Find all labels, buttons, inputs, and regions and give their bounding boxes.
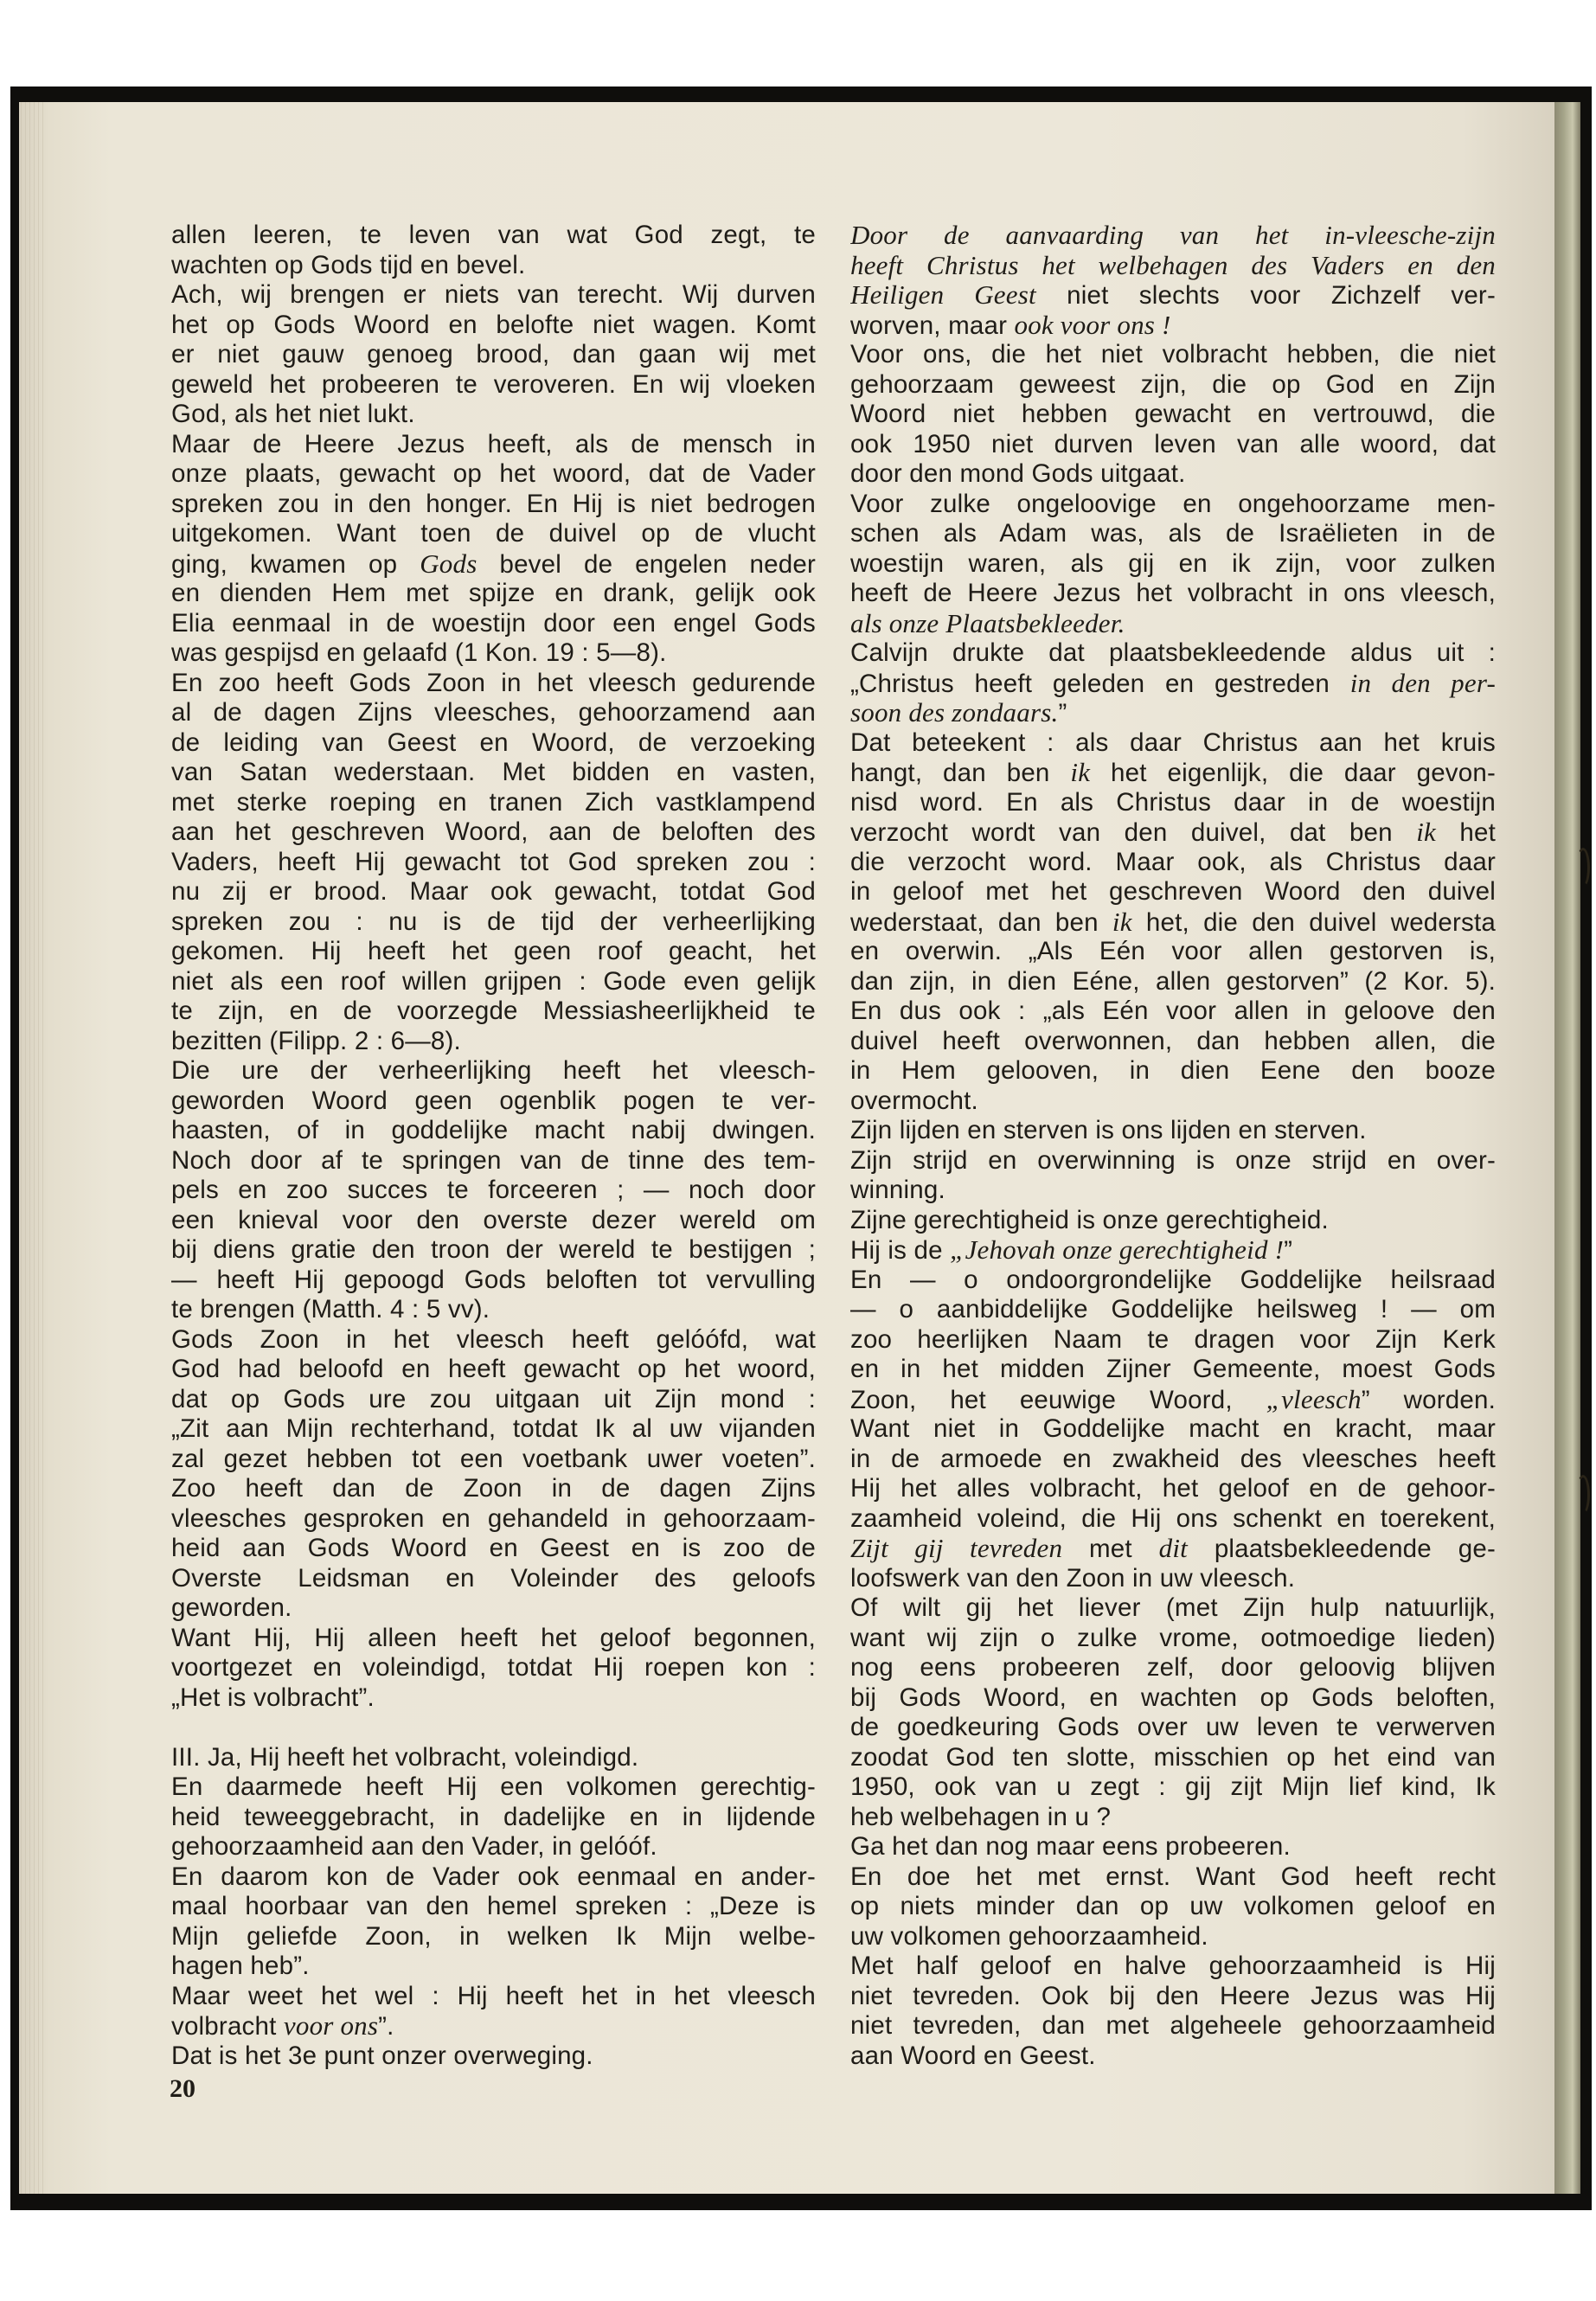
text-line: voortgezet en voleindigd, totdat Hij roepen kon : bbox=[171, 1653, 816, 1682]
text-line: en in het midden Zijner Gemeente, moest Gods bbox=[850, 1355, 1496, 1383]
text-line: gekomen. Hij heeft het geen roof geacht, het bbox=[171, 937, 816, 965]
text-line: Dat beteekent : als daar Christus aan het kruis bbox=[850, 727, 1496, 757]
text-line: Noch door af te springen van de tinne des tem- bbox=[171, 1145, 816, 1175]
text-line: woestijn waren, als gij en ik zijn, voor zulken bbox=[850, 548, 1496, 578]
text-line: de leiding van Geest en Woord, de verzoeking bbox=[171, 727, 816, 757]
text-line: een knieval voor den overste dezer wereld om bbox=[171, 1205, 816, 1234]
text-line: winning. bbox=[850, 1176, 945, 1204]
page-edge-stack bbox=[21, 102, 43, 2194]
text-line: zoo heerlijken Naam te dragen voor Zijn Kerk bbox=[850, 1324, 1496, 1354]
text-line: Ga het dan nog maar eens probeeren. bbox=[850, 1832, 1291, 1861]
text-line: Maar weet het wel : Hij heeft het in het vleesch bbox=[171, 1981, 816, 2010]
text-line: hangt, dan ben ik het eigenlijk, die daar gevon- bbox=[850, 758, 1496, 787]
text-line: en overwin. „Als Eén voor allen gestorven is, bbox=[850, 937, 1496, 965]
text-line: En zoo heeft Gods Zoon in het vleesch gedurende bbox=[171, 668, 816, 697]
text-line: gehoorzaam geweest zijn, die op God en Zijn bbox=[850, 369, 1496, 399]
text-line: 1950, ook van u zegt : gij zijt Mijn lief kind, Ik bbox=[850, 1772, 1496, 1801]
text-line: Gods Zoon in het vleesch heeft gelóófd, wat bbox=[171, 1324, 816, 1354]
text-line: was gespijsd en gelaafd (1 Kon. 19 : 5—8). bbox=[171, 638, 667, 667]
text-line: zoodat God ten slotte, misschien op het eind van bbox=[850, 1742, 1496, 1772]
text-line: duivel heeft overwonnen, dan hebben allen, die bbox=[850, 1026, 1496, 1055]
text-line: nu zij er brood. Maar ook gewacht, totdat God bbox=[171, 877, 816, 906]
text-line: Mijn geliefde Zoon, in welken Ik Mijn welbe- bbox=[171, 1921, 816, 1951]
text-line: En — o ondoorgrondelijke Goddelijke heilsraad bbox=[850, 1265, 1496, 1294]
text-line: gehoorzaamheid aan den Vader, in gelóóf. bbox=[171, 1832, 657, 1861]
text-line: nisd word. En als Christus daar in de woestijn bbox=[850, 787, 1496, 817]
text-line: Zijn lijden en sterven is ons lijden en sterven. bbox=[850, 1116, 1367, 1144]
text-line: Voor ons, die het niet volbracht hebben, die niet bbox=[850, 340, 1496, 369]
text-line: de goedkeuring Gods over uw leven te verwerven bbox=[850, 1713, 1496, 1741]
text-line: „Christus heeft geleden en gestreden in den per- bbox=[850, 668, 1496, 698]
text-line: En daarmede heeft Hij een volkomen gerechtig- bbox=[171, 1772, 816, 1801]
text-line: Overste Leidsman en Voleinder des geloofs bbox=[171, 1563, 816, 1593]
text-line: geworden. bbox=[171, 1593, 292, 1622]
text-line: onze plaats, gewacht op het woord, dat de Vader bbox=[171, 459, 816, 488]
text-line: — heeft Hij gepoogd Gods beloften tot vervulling bbox=[171, 1265, 816, 1294]
text-line bbox=[171, 1713, 816, 1743]
text-line: worven, maar ook voor ons ! bbox=[850, 310, 1171, 340]
text-line: Dat is het 3e punt onzer overweging. bbox=[171, 2041, 593, 2070]
text-line: heb welbehagen in u ? bbox=[850, 1802, 1112, 1831]
book-spine bbox=[1554, 102, 1580, 2194]
text-line: heeft de Heere Jezus het volbracht in ons vleesch, bbox=[850, 579, 1496, 607]
text-line: soon des zondaars.” bbox=[850, 698, 1067, 727]
right-text-column bbox=[850, 221, 1496, 2071]
text-line: die verzocht word. Maar ook, als Christus daar bbox=[850, 847, 1496, 876]
text-line: God had beloofd en heeft gewacht op het woord, bbox=[171, 1355, 816, 1383]
text-line: heid teweeggebracht, in dadelijke en in lijdende bbox=[171, 1802, 816, 1831]
text-line: Voor zulke ongeloovige en ongehoorzame men- bbox=[850, 489, 1496, 518]
text-line: vleesches gesproken en gehandeld in gehoorzaam- bbox=[171, 1503, 816, 1533]
text-line: pels en zoo succes te forceeren ; — noch door bbox=[171, 1176, 816, 1204]
text-line: bij Gods Woord, en wachten op Gods beloften, bbox=[850, 1682, 1496, 1712]
text-line: niet tevreden, dan met algeheele gehoorzaamheid bbox=[850, 2011, 1496, 2040]
text-line: door den mond Gods uitgaat. bbox=[850, 459, 1186, 488]
text-line: En dus ook : „als Eén voor allen in geloove den bbox=[850, 997, 1496, 1025]
text-line: Hij is de „Jehovah onze gerechtigheid !” bbox=[850, 1235, 1293, 1265]
text-line: maal hoorbaar van den hemel spreken : „Deze is bbox=[171, 1892, 816, 1920]
binding-clip-bottom bbox=[1576, 1475, 1590, 1515]
text-line: verzocht wordt van den duivel, dat ben ik het bbox=[850, 817, 1496, 847]
text-line: God, als het niet lukt. bbox=[171, 400, 415, 428]
text-line: Met half geloof en halve gehoorzaamheid is Hij bbox=[850, 1952, 1496, 1980]
text-line: en dienden Hem met spijze en drank, gelijk ook bbox=[171, 579, 816, 607]
text-line: Die ure der verheerlijking heeft het vleesch- bbox=[171, 1056, 816, 1085]
text-line: Zoo heeft dan de Zoon in de dagen Zijns bbox=[171, 1474, 816, 1503]
text-line: Vaders, heeft Hij gewacht tot God spreken zou : bbox=[171, 847, 816, 876]
text-line: spreken zou in den honger. En Hij is niet bedrogen bbox=[171, 489, 816, 518]
text-line: zal gezet hebben tot een voetbank uwer voeten”. bbox=[171, 1444, 816, 1473]
text-line: aan Woord en Geest. bbox=[850, 2041, 1096, 2070]
page-number: 20 bbox=[170, 2074, 195, 2103]
text-line: wederstaat, dan ben ik het, die den duivel wedersta bbox=[850, 907, 1496, 937]
text-line: te brengen (Matth. 4 : 5 vv). bbox=[171, 1295, 490, 1324]
text-line: haasten, of in goddelijke macht nabij dwingen. bbox=[171, 1116, 816, 1144]
text-line: — o aanbiddelijke Goddelijke heilsweg ! — om bbox=[850, 1295, 1496, 1324]
text-line: Calvijn drukte dat plaatsbekleedende aldus uit : bbox=[850, 638, 1496, 667]
text-line: met sterke roeping en tranen Zich vastklampend bbox=[171, 787, 816, 817]
text-line: En doe het met ernst. Want God heeft recht bbox=[850, 1862, 1496, 1891]
text-line: „Het is volbracht”. bbox=[171, 1682, 375, 1712]
text-line: Elia eenmaal in de woestijn door een engel Gods bbox=[171, 608, 816, 638]
text-line: niet als een roof willen grijpen : Gode even gelijk bbox=[171, 966, 816, 996]
text-line: geweld het probeeren te veroveren. En wij vloeken bbox=[171, 369, 816, 399]
text-line: wachten op Gods tijd en bevel. bbox=[171, 250, 526, 279]
text-line: al de dagen Zijns vleesches, gehoorzamend aan bbox=[171, 698, 816, 727]
text-line: allen leeren, te leven van wat God zegt, te bbox=[171, 221, 816, 249]
text-line: in de armoede en zwakheid des vleesches heeft bbox=[850, 1444, 1496, 1473]
text-line: uw volkomen gehoorzaamheid. bbox=[850, 1921, 1208, 1951]
text-line: En daarom kon de Vader ook eenmaal en ander- bbox=[171, 1862, 816, 1891]
text-line: Woord niet hebben gewacht en vertrouwd, die bbox=[850, 400, 1496, 428]
text-line: dat op Gods ure zou uitgaan uit Zijn mond : bbox=[171, 1384, 816, 1413]
text-line: zaamheid voleind, die Hij ons schenkt en toerekent, bbox=[850, 1503, 1496, 1533]
text-line: op niets minder dan op uw volkomen geloof en bbox=[850, 1892, 1496, 1920]
text-line: bij diens gratie den troon der wereld te bestijgen ; bbox=[171, 1235, 816, 1264]
text-line: Want Hij, Hij alleen heeft het geloof begonnen, bbox=[171, 1623, 816, 1652]
text-line: Door de aanvaarding van het in-vleesche-zijn bbox=[850, 221, 1496, 250]
text-line: van Satan wederstaan. Met bidden en vasten, bbox=[171, 758, 816, 786]
text-line: in geloof met het geschreven Woord den duivel bbox=[850, 877, 1496, 906]
binding-clip-top bbox=[1576, 848, 1590, 888]
text-line: in Hem gelooven, in dien Eene den booze bbox=[850, 1056, 1496, 1085]
text-line: III. Ja, Hij heeft het volbracht, voleindigd. bbox=[171, 1742, 639, 1772]
text-line: Ach, wij brengen er niets van terecht. Wij durven bbox=[171, 280, 816, 309]
text-line: heeft Christus het welbehagen des Vaders en den bbox=[850, 250, 1496, 280]
text-line: spreken zou : nu is de tijd der verheerlijking bbox=[171, 907, 816, 936]
text-line: te zijn, en de voorzegde Messiasheerlijkheid te bbox=[171, 997, 816, 1025]
text-line: heid aan Gods Woord en Geest en is zoo de bbox=[171, 1534, 816, 1562]
text-line: Zijn strijd en overwinning is onze strijd en over- bbox=[850, 1145, 1496, 1175]
text-line: geworden Woord geen ogenblik pogen te ver- bbox=[171, 1086, 816, 1115]
text-line: niet tevreden. Ook bij den Heere Jezus was Hij bbox=[850, 1981, 1496, 2010]
text-line: dan zijn, in dien Eéne, allen gestorven” (2 Kor. 5). bbox=[850, 966, 1496, 996]
text-line: Hij het alles volbracht, het geloof en de gehoor- bbox=[850, 1474, 1496, 1503]
text-line: Zijt gij tevreden met dit plaatsbekleedende ge- bbox=[850, 1534, 1496, 1563]
text-line: Want niet in Goddelijke macht en kracht, maar bbox=[850, 1414, 1496, 1443]
text-line: ook 1950 niet durven leven van alle woord, dat bbox=[850, 429, 1496, 458]
text-line: aan het geschreven Woord, aan de beloften des bbox=[171, 817, 816, 846]
text-line: nog eens probeeren zelf, door geloovig blijven bbox=[850, 1653, 1496, 1682]
text-line: uitgekomen. Want toen de duivel op de vlucht bbox=[171, 519, 816, 548]
text-line: als onze Plaatsbekleeder. bbox=[850, 608, 1125, 638]
text-line: er niet gauw genoeg brood, dan gaan wij met bbox=[171, 340, 816, 369]
text-line: schen als Adam was, als de Israëlieten in de bbox=[850, 519, 1496, 548]
text-line: volbracht voor ons”. bbox=[171, 2011, 394, 2041]
text-line: overmocht. bbox=[850, 1086, 978, 1115]
left-text-column bbox=[171, 221, 816, 2071]
text-line: het op Gods Woord en belofte niet wagen. Komt bbox=[171, 310, 816, 339]
text-line: hagen heb”. bbox=[171, 1952, 310, 1980]
text-line: Of wilt gij het liever (met Zijn hulp natuurlijk, bbox=[850, 1593, 1496, 1622]
text-line: Zijne gerechtigheid is onze gerechtigheid. bbox=[850, 1205, 1329, 1234]
text-line: Maar de Heere Jezus heeft, als de mensch in bbox=[171, 429, 816, 458]
text-line: want wij zijn o zulke vrome, ootmoedige lieden) bbox=[850, 1623, 1496, 1652]
text-line: Zoon, het eeuwige Woord, „vleesch” worden. bbox=[850, 1384, 1496, 1414]
text-line: bezitten (Filipp. 2 : 6—8). bbox=[171, 1026, 461, 1055]
text-line: „Zit aan Mijn rechterhand, totdat Ik al uw vijanden bbox=[171, 1414, 816, 1443]
text-line: ging, kwamen op Gods bevel de engelen neder bbox=[171, 548, 816, 579]
text-line: loofswerk van den Zoon in uw vleesch. bbox=[850, 1563, 1296, 1593]
text-line: Heiligen Geest niet slechts voor Zichzelf ver- bbox=[850, 280, 1496, 310]
